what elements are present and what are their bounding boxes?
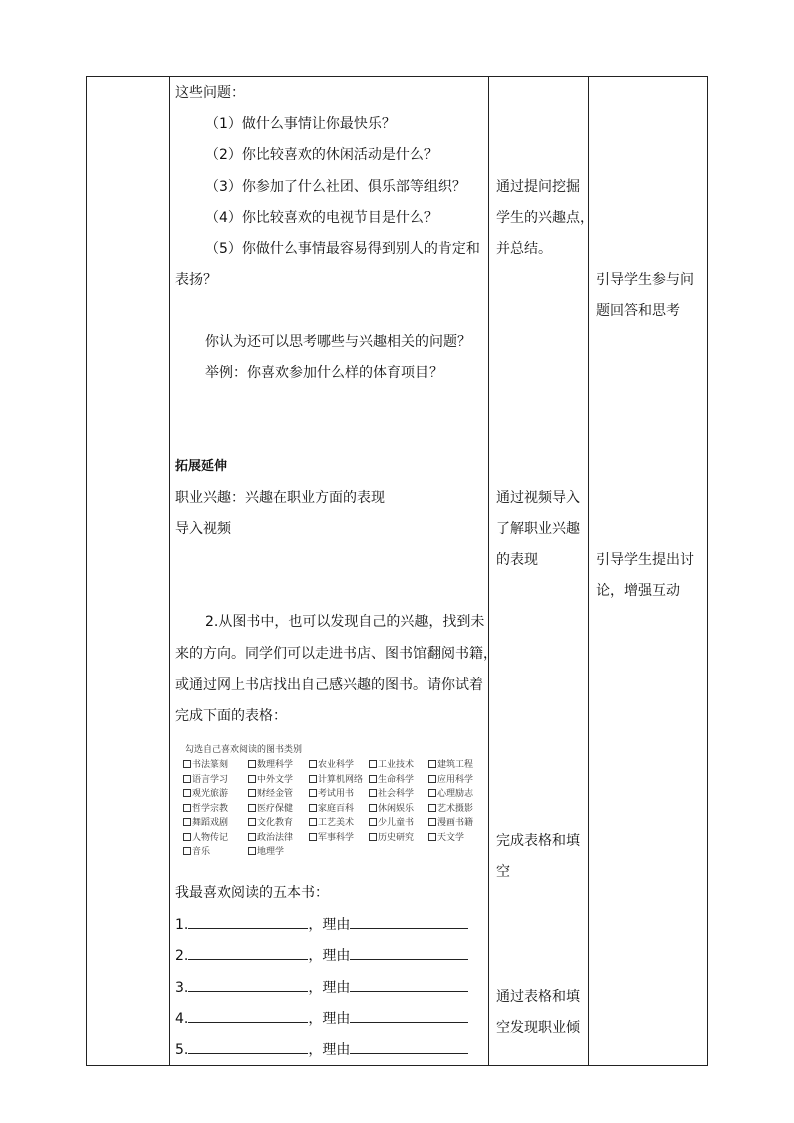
reason-label: ，理由 (308, 1010, 351, 1027)
category-label: 应用科学 (437, 774, 474, 785)
book-title-blank[interactable] (188, 1039, 308, 1054)
purpose-2-line-3: 的表现 (496, 552, 538, 568)
reason-label: ，理由 (308, 979, 351, 996)
category-checkbox[interactable] (428, 804, 473, 815)
category-checkbox[interactable] (183, 847, 210, 858)
book-line-number: 2. (175, 948, 189, 965)
category-checkbox[interactable] (428, 789, 473, 800)
category-checkbox[interactable] (428, 775, 473, 786)
reason-label: ，理由 (308, 948, 351, 965)
category-label: 建筑工程 (437, 760, 474, 770)
question-5: （5）你做什么事情最容易得到别人的肯定和 (205, 241, 480, 257)
purpose-4-line-2: 空发现职业倾 (496, 1020, 580, 1036)
category-checkbox[interactable] (183, 775, 228, 786)
guide-1-line-1: 引导学生参与问 (596, 272, 694, 288)
category-label: 人物传记 (192, 832, 229, 843)
reason-label: ，理由 (308, 1042, 351, 1059)
books-paragraph-line-3: 或通过网上书店找出自己感兴趣的图书。请你试着 (175, 677, 483, 693)
checkbox-icon[interactable] (309, 789, 317, 797)
checkbox-icon[interactable] (248, 789, 256, 797)
intro-text: 这些问题： (175, 85, 245, 101)
category-label: 医疗保健 (257, 803, 294, 814)
category-checkbox[interactable] (428, 818, 473, 829)
category-checkbox[interactable] (183, 789, 228, 800)
category-label: 艺术摄影 (437, 803, 474, 814)
category-label: 农业科学 (318, 760, 355, 770)
category-checkbox[interactable] (428, 833, 464, 844)
example-question: 举例：你喜欢参加什么样的体育项目？ (205, 365, 443, 381)
category-checkbox[interactable] (369, 760, 414, 771)
question-4: （4）你比较喜欢的电视节目是什么？ (205, 210, 438, 226)
category-label: 地理学 (257, 847, 285, 857)
book-line-number: 5. (175, 1042, 189, 1059)
book-line (175, 1039, 468, 1060)
checkbox-icon[interactable] (428, 804, 436, 812)
question-1: （1）做什么事情让你最快乐？ (205, 116, 396, 132)
checkbox-icon[interactable] (309, 818, 317, 826)
reason-blank[interactable] (350, 1008, 468, 1023)
category-checkbox[interactable] (248, 789, 293, 800)
category-checkbox[interactable] (309, 775, 363, 786)
checkbox-icon[interactable] (309, 760, 317, 768)
column-divider-2 (488, 77, 489, 1065)
checkbox-icon[interactable] (183, 833, 191, 841)
think-question: 你认为还可以思考哪些与兴趣相关的问题？ (205, 334, 471, 350)
checkbox-icon[interactable] (248, 847, 256, 855)
checkbox-icon[interactable] (369, 789, 377, 797)
checkbox-icon[interactable] (248, 818, 256, 826)
category-checkbox[interactable] (369, 804, 414, 815)
category-checkbox[interactable] (248, 818, 293, 829)
category-checkbox[interactable] (369, 833, 414, 844)
checkbox-icon[interactable] (428, 760, 436, 768)
category-label: 文化教育 (257, 818, 294, 828)
book-title-blank[interactable] (188, 977, 308, 992)
checkbox-icon[interactable] (248, 775, 256, 783)
career-interest-text: 职业兴趣：兴趣在职业方面的表现 (175, 490, 385, 506)
checkbox-icon[interactable] (309, 775, 317, 783)
checkbox-icon[interactable] (183, 818, 191, 826)
books-paragraph-line-1: 2.从图书中，也可以发现自己的兴趣，找到未 (205, 614, 485, 630)
category-checklist-title: 勾选自己喜欢阅读的图书类别 (185, 745, 303, 755)
category-checkbox[interactable] (309, 760, 354, 771)
category-label: 家庭百科 (318, 803, 355, 814)
purpose-2-line-1: 通过视频导入 (496, 490, 580, 506)
checkbox-icon[interactable] (183, 775, 191, 783)
checkbox-icon[interactable] (428, 775, 436, 783)
video-text: 导入视频 (175, 521, 231, 537)
book-title-blank[interactable] (188, 1008, 308, 1023)
category-checkbox[interactable] (183, 833, 228, 844)
checkbox-icon[interactable] (369, 833, 377, 841)
purpose-2-line-2: 了解职业兴趣 (496, 521, 580, 537)
checkbox-icon[interactable] (248, 833, 256, 841)
category-checkbox[interactable] (309, 789, 354, 800)
purpose-1-line-1: 通过提问挖掘 (496, 179, 580, 195)
category-checkbox[interactable] (248, 833, 293, 844)
category-checkbox[interactable] (248, 760, 293, 771)
book-line (175, 1008, 468, 1029)
book-title-blank[interactable] (188, 914, 308, 929)
purpose-1-line-3: 并总结。 (496, 241, 552, 257)
category-label: 工艺美术 (318, 818, 355, 828)
checkbox-icon[interactable] (183, 804, 191, 812)
category-checkbox[interactable] (183, 818, 228, 829)
category-label: 书法篆刻 (192, 760, 229, 770)
book-line (175, 977, 468, 998)
category-label: 工业技术 (378, 760, 415, 770)
category-label: 少儿童书 (378, 818, 415, 828)
category-label: 天文学 (437, 832, 465, 843)
category-label: 历史研究 (378, 832, 415, 843)
checkbox-icon[interactable] (183, 760, 191, 768)
purpose-1-line-2: 学生的兴趣点， (496, 210, 594, 226)
reason-blank[interactable] (350, 977, 468, 992)
checkbox-icon[interactable] (428, 789, 436, 797)
checkbox-icon[interactable] (183, 847, 191, 855)
category-label: 音乐 (192, 847, 211, 857)
checkbox-icon[interactable] (369, 804, 377, 812)
category-checkbox[interactable] (183, 760, 228, 771)
book-line (175, 945, 468, 966)
reason-blank[interactable] (350, 945, 468, 960)
book-line (175, 914, 468, 935)
category-label: 数理科学 (257, 760, 294, 770)
category-label: 观光旅游 (192, 789, 229, 799)
books-paragraph-line-4: 完成下面的表格： (175, 708, 287, 724)
book-line-number: 4. (175, 1010, 189, 1027)
category-label: 政治法律 (257, 832, 294, 843)
category-checkbox[interactable] (248, 847, 284, 858)
category-checkbox[interactable] (309, 833, 354, 844)
reason-label: ，理由 (308, 917, 351, 933)
guide-2-line-2: 论，增强互动 (596, 583, 680, 599)
question-3: （3）你参加了什么社团、俱乐部等组织？ (205, 179, 466, 195)
book-title-blank[interactable] (188, 945, 308, 960)
category-label: 中外文学 (257, 774, 294, 785)
category-checkbox[interactable] (369, 789, 414, 800)
category-checkbox[interactable] (183, 804, 228, 815)
checkbox-icon[interactable] (369, 775, 377, 783)
checkbox-icon[interactable] (369, 818, 377, 826)
category-label: 考试用书 (318, 789, 355, 799)
purpose-3-line-1: 完成表格和填 (496, 833, 580, 849)
category-label: 社会科学 (378, 789, 415, 799)
checkbox-icon[interactable] (248, 804, 256, 812)
book-line-number: 3. (175, 979, 189, 996)
book-line-number: 1. (175, 917, 189, 933)
checkbox-icon[interactable] (428, 818, 436, 826)
column-divider-1 (169, 77, 170, 1065)
reason-blank[interactable] (350, 914, 468, 929)
checkbox-icon[interactable] (428, 833, 436, 841)
extend-heading: 拓展延伸 (175, 459, 228, 474)
purpose-4-line-1: 通过表格和填 (496, 989, 580, 1005)
category-checkbox[interactable] (248, 775, 293, 786)
purpose-3-line-2: 空 (496, 864, 510, 880)
checkbox-icon[interactable] (248, 760, 256, 768)
category-label: 语言学习 (192, 774, 229, 785)
category-checkbox[interactable] (309, 818, 354, 829)
five-books-heading: 我最喜欢阅读的五本书： (175, 885, 329, 901)
category-checkbox[interactable] (248, 804, 293, 815)
question-2: （2）你比较喜欢的休闲活动是什么？ (205, 147, 438, 163)
category-label: 心理励志 (437, 789, 474, 799)
category-label: 计算机网络 (318, 774, 364, 785)
checkbox-icon[interactable] (309, 833, 317, 841)
category-checkbox[interactable] (369, 818, 414, 829)
books-paragraph-line-2: 来的方向。同学们可以走进书店、图书馆翻阅书籍， (175, 646, 497, 662)
category-label: 休闲娱乐 (378, 803, 415, 814)
category-checkbox[interactable] (369, 775, 414, 786)
checkbox-icon[interactable] (369, 760, 377, 768)
guide-1-line-2: 题回答和思考 (596, 303, 680, 319)
question-5-cont: 表扬？ (175, 272, 217, 288)
reason-blank[interactable] (350, 1039, 468, 1054)
category-label: 哲学宗教 (192, 803, 229, 814)
checkbox-icon[interactable] (183, 789, 191, 797)
category-label: 财经金管 (257, 789, 294, 799)
category-label: 生命科学 (378, 774, 415, 785)
category-checkbox[interactable] (309, 804, 354, 815)
category-label: 军事科学 (318, 832, 355, 843)
checkbox-icon[interactable] (309, 804, 317, 812)
category-label: 漫画书籍 (437, 818, 474, 828)
category-label: 舞蹈戏剧 (192, 818, 229, 828)
category-checkbox[interactable] (428, 760, 473, 771)
guide-2-line-1: 引导学生提出讨 (596, 552, 694, 568)
